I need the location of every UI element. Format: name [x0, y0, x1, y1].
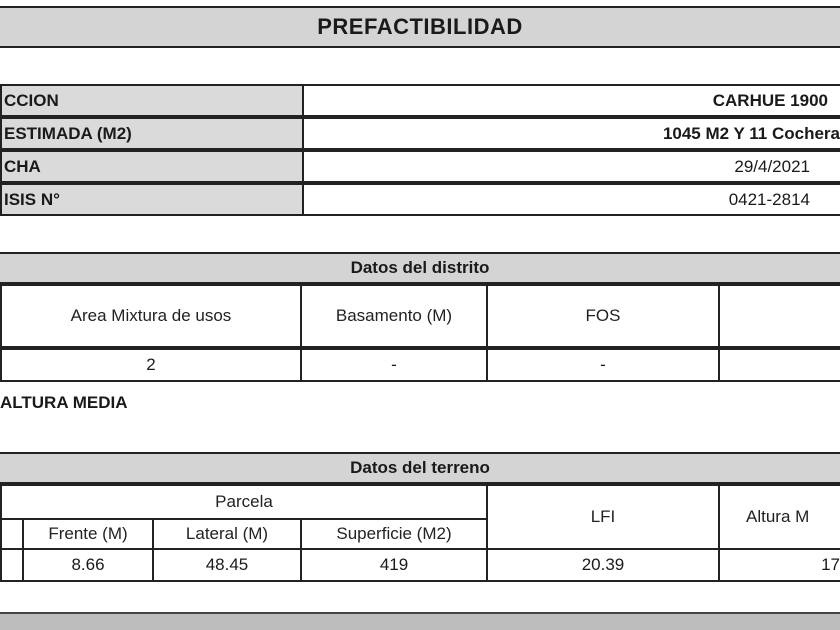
terrain-header-frente: Frente (M)	[22, 518, 154, 550]
district-header-extra	[718, 284, 840, 348]
altura-media-label: ALTURA MEDIA	[0, 393, 128, 412]
title-band	[0, 6, 840, 48]
terrain-header-superficie: Superficie (M2)	[300, 518, 488, 550]
terrain-title: Datos del terreno	[350, 458, 490, 477]
terrain-parcela-edge	[0, 518, 24, 550]
terrain-header-altura: Altura M	[718, 484, 840, 550]
bottom-band	[0, 612, 840, 630]
terrain-value-edge	[0, 548, 24, 582]
terrain-value-frente: 8.66	[22, 548, 154, 582]
district-header-fos: FOS	[486, 284, 720, 348]
district-value-fos: -	[486, 348, 720, 382]
terrain-value-lfi: 20.39	[486, 548, 720, 582]
info-label-superficie: ESTIMADA (M2)	[0, 117, 302, 150]
district-value-basamento: -	[300, 348, 488, 382]
district-value-area: 2	[0, 348, 302, 382]
info-value-superficie: 1045 M2 Y 11 Cochera	[302, 117, 840, 150]
terrain-band	[0, 452, 840, 484]
terrain-value-superficie: 419	[300, 548, 488, 582]
terrain-value-lateral: 48.45	[152, 548, 302, 582]
terrain-header-lfi: LFI	[486, 484, 720, 550]
terrain-value-altura: 17	[718, 548, 840, 582]
info-label-direccion: CCION	[0, 84, 302, 117]
terrain-header-lateral: Lateral (M)	[152, 518, 302, 550]
district-header-area: Area Mixtura de usos	[0, 284, 302, 348]
district-value-extra	[718, 348, 840, 382]
terrain-parcela-header: Parcela	[0, 484, 488, 518]
info-value-direccion: CARHUE 1900	[302, 84, 840, 117]
page-title: PREFACTIBILIDAD	[317, 14, 523, 39]
info-label-fecha: CHA	[0, 150, 302, 183]
info-value-analisis: 0421-2814	[302, 183, 840, 216]
district-header-basamento: Basamento (M)	[300, 284, 488, 348]
info-value-fecha: 29/4/2021	[302, 150, 840, 183]
district-band	[0, 252, 840, 284]
district-title: Datos del distrito	[350, 258, 490, 277]
info-label-analisis: ISIS N°	[0, 183, 302, 216]
